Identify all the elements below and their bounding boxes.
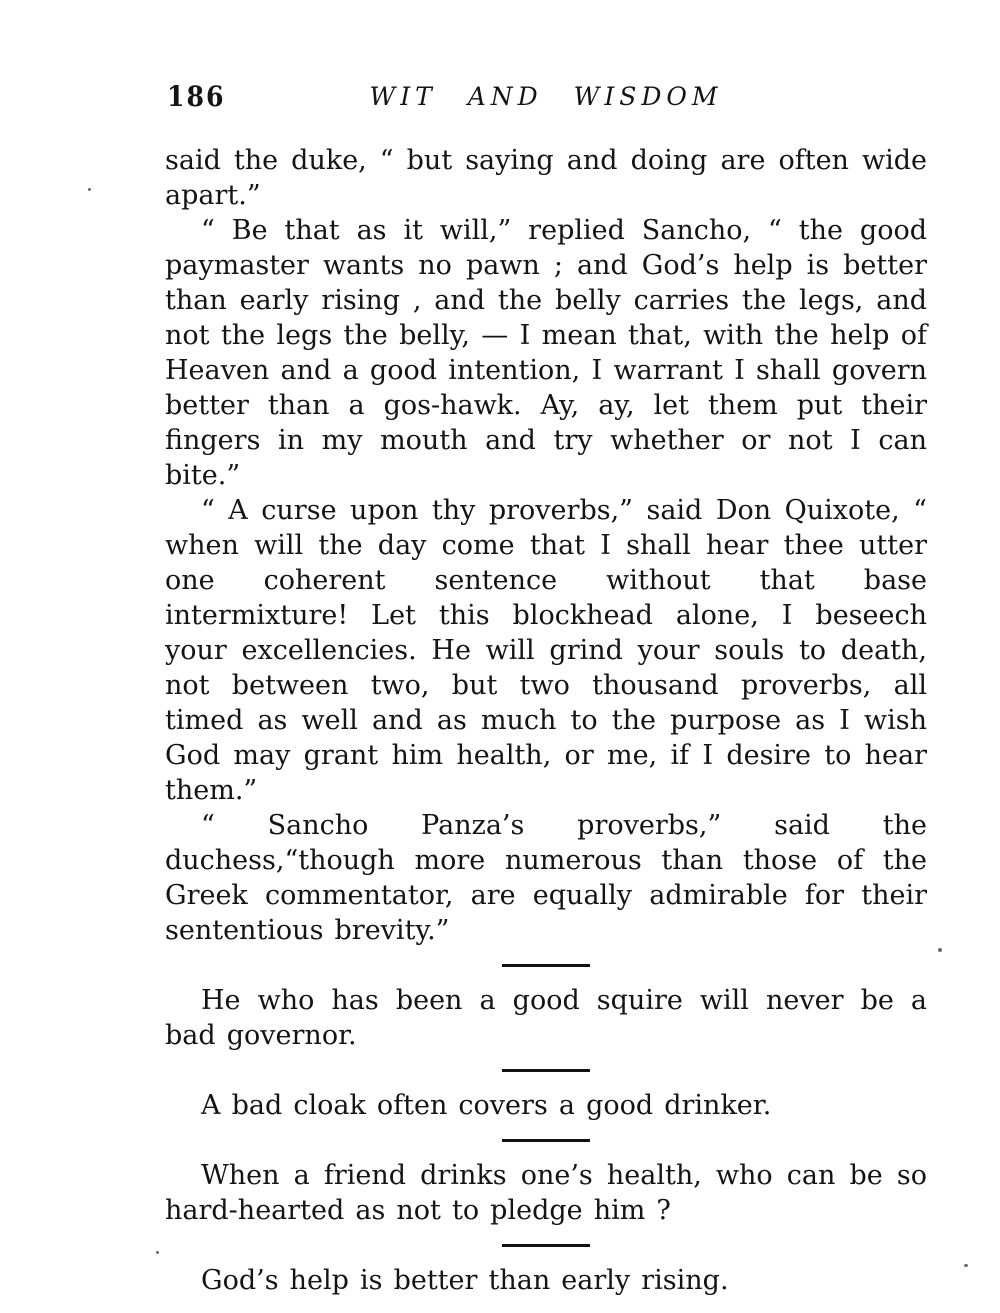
body-text [165, 143, 927, 1298]
separator-rule [502, 1244, 590, 1247]
body-paragraph: “ A curse upon thy proverbs,” said Don Quixote, “ when will the day come that I shall hear thee utter one coherent sentence without that base intermixture! Let this blockhead alone, I beseech your excellencies. He will grind your souls to death, not between two, but two thousand proverbs, all timed as well and as much to the purpose as I wish God may grant him health, or me, if I desire to hear them.” [165, 495, 927, 806]
page-header [165, 80, 927, 114]
separator-rule [502, 1069, 590, 1072]
page-number: 186 [167, 80, 226, 113]
scan-speck [156, 1251, 159, 1254]
scan-speck [964, 1264, 968, 1267]
proverb-paragraph: A bad cloak often covers a good drinker. [201, 1090, 772, 1121]
body-paragraph: “ Be that as it will,” replied Sancho, “ the good paymaster wants no pawn ; and God’s help is better than early rising , and the belly carries the legs, and not the legs the belly, — I mean that, with the help of Heaven and a good intention, I warrant I shall govern better than a gos-hawk. Ay, ay, let them put their fingers in my mouth and try whether or not I can bite.” [165, 215, 927, 491]
separator-rule [502, 1139, 590, 1142]
scan-speck [88, 188, 91, 191]
proverb-paragraph: When a friend drinks one’s health, who can be so hard-hearted as not to pledge him ? [165, 1160, 927, 1226]
body-paragraph: said the duke, “ but saying and doing are often wide apart.” [165, 145, 927, 211]
proverb-paragraph: He who has been a good squire will never be a bad governor. [165, 985, 927, 1051]
running-title: WIT AND WISDOM [369, 82, 723, 111]
body-paragraph: “ Sancho Panza’s proverbs,” said the duchess,“though more numerous than those of the Greek commentator, are equally admirable for their sententious brevity.” [165, 810, 927, 946]
proverb-paragraph: God’s help is better than early rising. [201, 1265, 729, 1296]
scan-speck [938, 948, 942, 952]
separator-rule [502, 964, 590, 967]
